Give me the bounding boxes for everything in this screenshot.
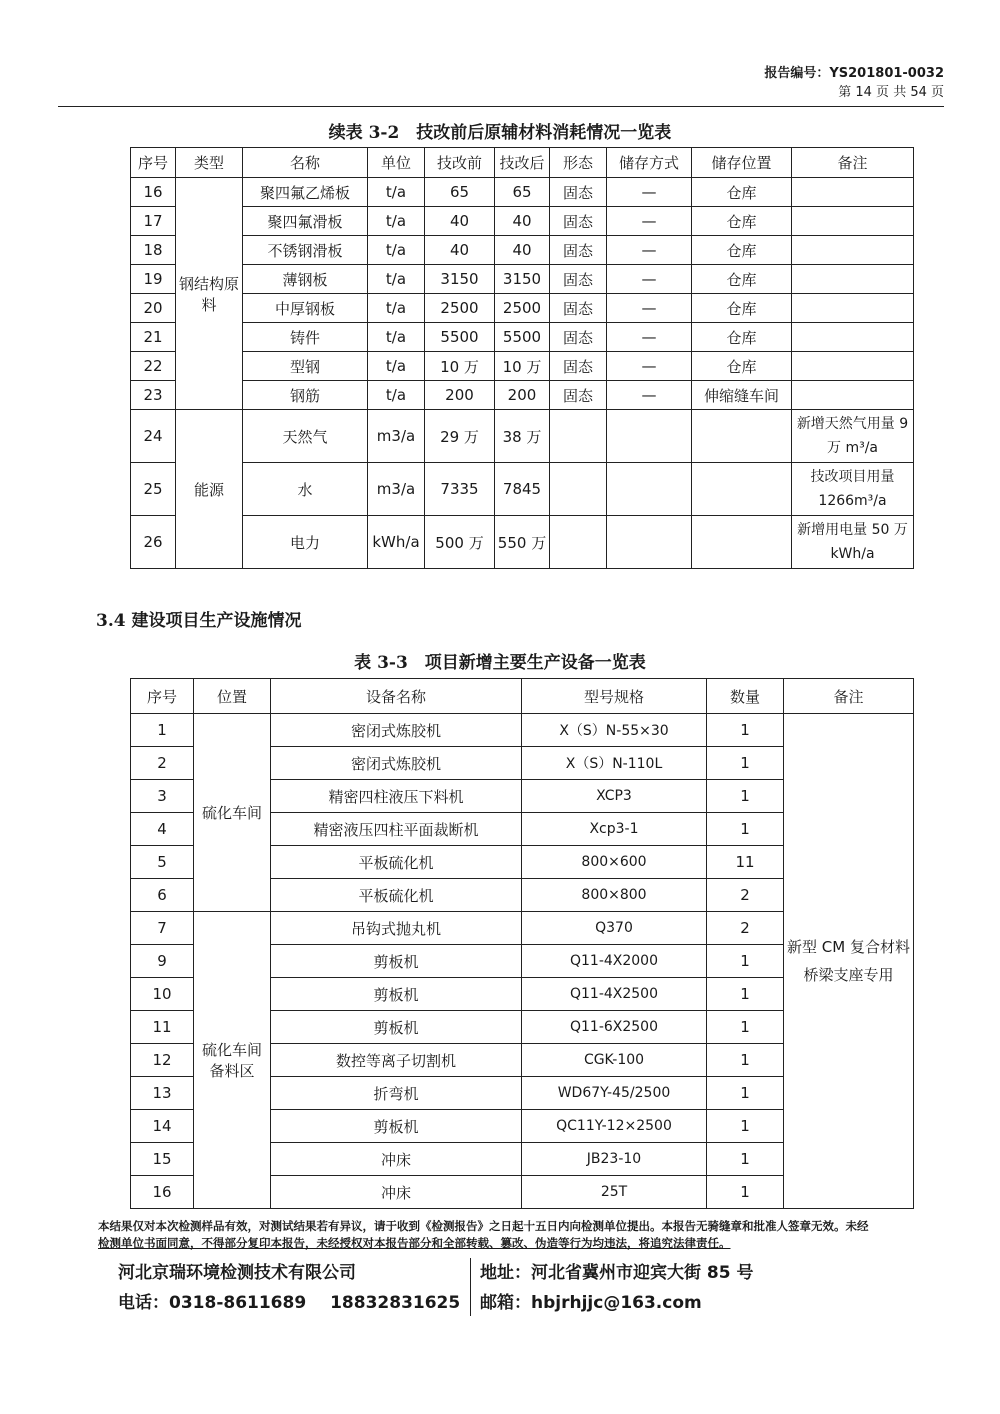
table-row (131, 410, 914, 463)
quantity: 2 (707, 912, 784, 945)
storage-cell (607, 410, 692, 463)
equipment-name: 剪板机 (271, 1110, 522, 1143)
after-value: 65 (495, 178, 550, 207)
before-value: 2500 (425, 294, 495, 323)
unit-cell: t/a (368, 294, 425, 323)
equipment-name: 密闭式炼胶机 (271, 747, 522, 780)
unit-cell: t/a (368, 323, 425, 352)
row-number: 18 (131, 236, 176, 265)
equipment-name: 精密液压四柱平面裁断机 (271, 813, 522, 846)
model-spec: 800×800 (522, 879, 707, 912)
before-value: 65 (425, 178, 495, 207)
table-row (131, 178, 914, 207)
quantity: 1 (707, 1110, 784, 1143)
disclaimer-line-2: 检测单位书面同意，不得部分复印本报告，未经授权对本报告部分和全部转载、篡改、伪造等行为均违法，将追究法律责任。 (98, 1236, 731, 1250)
row-number: 4 (131, 813, 194, 846)
type-cell: 钢结构原料 (176, 178, 243, 410)
before-value: 40 (425, 236, 495, 265)
col-header: 储存方式 (607, 148, 692, 178)
before-value: 3150 (425, 265, 495, 294)
after-value: 5500 (495, 323, 550, 352)
col-header: 位置 (194, 679, 271, 714)
equipment-name: 精密四柱液压下料机 (271, 780, 522, 813)
equipment-name: 密闭式炼胶机 (271, 714, 522, 747)
row-number: 11 (131, 1011, 194, 1044)
equipment-name: 折弯机 (271, 1077, 522, 1110)
storage-cell: — (607, 207, 692, 236)
equipment-name: 冲床 (271, 1176, 522, 1209)
note-cell (792, 265, 914, 294)
note-cell (792, 323, 914, 352)
phone-number: 电话：0318-8611689 (118, 1293, 307, 1313)
form-cell: 固态 (550, 323, 607, 352)
equipment-name: 剪板机 (271, 1011, 522, 1044)
row-number: 3 (131, 780, 194, 813)
storage-cell: — (607, 294, 692, 323)
material-name: 不锈钢滑板 (243, 236, 368, 265)
quantity: 1 (707, 1044, 784, 1077)
row-number: 16 (131, 1176, 194, 1209)
equipment-name: 剪板机 (271, 945, 522, 978)
location-cell: 伸缩缝车间 (692, 381, 792, 410)
col-header: 型号规格 (522, 679, 707, 714)
note-cell: 新型 CM 复合材料桥梁支座专用 (784, 714, 914, 1209)
quantity: 11 (707, 846, 784, 879)
form-cell: 固态 (550, 236, 607, 265)
table-row (131, 463, 914, 516)
quantity: 1 (707, 714, 784, 747)
type-cell: 能源 (176, 410, 243, 569)
note-cell (792, 294, 914, 323)
table-row (131, 236, 914, 265)
row-number: 19 (131, 265, 176, 294)
row-number: 15 (131, 1143, 194, 1176)
table1-header-row (131, 148, 914, 178)
unit-cell: t/a (368, 352, 425, 381)
note-cell (792, 178, 914, 207)
material-name: 聚四氟乙烯板 (243, 178, 368, 207)
row-number: 6 (131, 879, 194, 912)
header-rule (58, 106, 944, 107)
col-header: 数量 (707, 679, 784, 714)
model-spec: Xcp3-1 (522, 813, 707, 846)
unit-cell: m3/a (368, 410, 425, 463)
mobile-number: 18832831625 (330, 1293, 461, 1313)
location-cell: 仓库 (692, 207, 792, 236)
location-cell: 仓库 (692, 294, 792, 323)
table-row (131, 714, 914, 747)
row-number: 14 (131, 1110, 194, 1143)
before-value: 7335 (425, 463, 495, 516)
model-spec: 25T (522, 1176, 707, 1209)
table1-caption: 续表 3-2 技改前后原辅材料消耗情况一览表 (328, 123, 672, 143)
quantity: 1 (707, 780, 784, 813)
row-number: 22 (131, 352, 176, 381)
equipment-name: 数控等离子切割机 (271, 1044, 522, 1077)
row-number: 10 (131, 978, 194, 1011)
location-cell: 硫化车间备料区 (194, 912, 271, 1209)
location-cell: 仓库 (692, 323, 792, 352)
material-name: 钢筋 (243, 381, 368, 410)
table-row (131, 381, 914, 410)
quantity: 1 (707, 747, 784, 780)
footer-divider (470, 1258, 471, 1316)
note-cell: 新增用电量 50 万 kWh/a (792, 516, 914, 569)
location-cell (692, 410, 792, 463)
row-number: 2 (131, 747, 194, 780)
quantity: 1 (707, 945, 784, 978)
model-spec: Q370 (522, 912, 707, 945)
row-number: 17 (131, 207, 176, 236)
col-header: 备注 (784, 679, 914, 714)
col-header: 备注 (792, 148, 914, 178)
quantity: 1 (707, 1011, 784, 1044)
row-number: 13 (131, 1077, 194, 1110)
before-value: 500 万 (425, 516, 495, 569)
after-value: 3150 (495, 265, 550, 294)
row-number: 7 (131, 912, 194, 945)
storage-cell: — (607, 323, 692, 352)
equipment-name: 平板硫化机 (271, 879, 522, 912)
after-value: 38 万 (495, 410, 550, 463)
model-spec: X（S）N-110L (522, 747, 707, 780)
col-header: 名称 (243, 148, 368, 178)
equipment-name: 吊钩式抛丸机 (271, 912, 522, 945)
unit-cell: t/a (368, 207, 425, 236)
location-cell: 硫化车间 (194, 714, 271, 912)
table-row (131, 265, 914, 294)
model-spec: 800×600 (522, 846, 707, 879)
material-name: 中厚钢板 (243, 294, 368, 323)
material-name: 聚四氟滑板 (243, 207, 368, 236)
note-cell (792, 352, 914, 381)
form-cell: 固态 (550, 294, 607, 323)
row-number: 21 (131, 323, 176, 352)
quantity: 1 (707, 1143, 784, 1176)
material-name: 电力 (243, 516, 368, 569)
form-cell: 固态 (550, 352, 607, 381)
after-value: 40 (495, 236, 550, 265)
before-value: 200 (425, 381, 495, 410)
storage-cell: — (607, 178, 692, 207)
report-number: 报告编号：YS201801-0032 (764, 66, 944, 81)
material-name: 铸件 (243, 323, 368, 352)
model-spec: WD67Y-45/2500 (522, 1077, 707, 1110)
material-name: 薄钢板 (243, 265, 368, 294)
row-number: 25 (131, 463, 176, 516)
location-cell (692, 463, 792, 516)
after-value: 7845 (495, 463, 550, 516)
col-header: 技改后 (495, 148, 550, 178)
row-number: 5 (131, 846, 194, 879)
material-name: 水 (243, 463, 368, 516)
table2-caption: 表 3-3 项目新增主要生产设备一览表 (354, 653, 646, 673)
model-spec: QC11Y-12×2500 (522, 1110, 707, 1143)
model-spec: Q11-6X2500 (522, 1011, 707, 1044)
company-name: 河北京瑞环境检测技术有限公司 (118, 1263, 356, 1283)
row-number: 1 (131, 714, 194, 747)
disclaimer (98, 1218, 940, 1252)
table2-header-row (131, 679, 914, 714)
quantity: 1 (707, 1176, 784, 1209)
model-spec: JB23-10 (522, 1143, 707, 1176)
footer-left (118, 1258, 478, 1318)
model-spec: Q11-4X2500 (522, 978, 707, 1011)
after-value: 550 万 (495, 516, 550, 569)
storage-cell: — (607, 265, 692, 294)
location-cell: 仓库 (692, 265, 792, 294)
col-header: 序号 (131, 679, 194, 714)
section-heading: 3.4 建设项目生产设施情况 (96, 611, 302, 631)
storage-cell (607, 463, 692, 516)
form-cell: 固态 (550, 265, 607, 294)
location-cell: 仓库 (692, 178, 792, 207)
quantity: 1 (707, 813, 784, 846)
col-header: 形态 (550, 148, 607, 178)
row-number: 20 (131, 294, 176, 323)
address: 地址：河北省冀州市迎宾大街 85 号 (480, 1263, 754, 1283)
disclaimer-line-1: 本结果仅对本次检测样品有效，对测试结果若有异议，请于收到《检测报告》之日起十五日内向检测单位提出。本报告无骑缝章和批准人签章无效。未经 (98, 1219, 869, 1233)
table-row (131, 516, 914, 569)
location-cell: 仓库 (692, 236, 792, 265)
equipment-name: 剪板机 (271, 978, 522, 1011)
col-header: 技改前 (425, 148, 495, 178)
before-value: 40 (425, 207, 495, 236)
material-name: 型钢 (243, 352, 368, 381)
equipment-name: 冲床 (271, 1143, 522, 1176)
quantity: 1 (707, 978, 784, 1011)
form-cell: 固态 (550, 178, 607, 207)
phone-line (118, 1288, 478, 1318)
note-cell (792, 207, 914, 236)
storage-cell: — (607, 352, 692, 381)
before-value: 5500 (425, 323, 495, 352)
after-value: 2500 (495, 294, 550, 323)
form-cell (550, 516, 607, 569)
storage-cell: — (607, 236, 692, 265)
table-row (131, 207, 914, 236)
form-cell (550, 463, 607, 516)
email: 邮箱：hbjrhjjc@163.com (480, 1293, 702, 1313)
row-number: 26 (131, 516, 176, 569)
row-number: 23 (131, 381, 176, 410)
material-name: 天然气 (243, 410, 368, 463)
row-number: 16 (131, 178, 176, 207)
row-number: 24 (131, 410, 176, 463)
col-header: 类型 (176, 148, 243, 178)
equipment-name: 平板硫化机 (271, 846, 522, 879)
location-cell (692, 516, 792, 569)
unit-cell: t/a (368, 381, 425, 410)
model-spec: XCP3 (522, 780, 707, 813)
model-spec: X（S）N-55×30 (522, 714, 707, 747)
unit-cell: t/a (368, 178, 425, 207)
note-cell (792, 381, 914, 410)
unit-cell: kWh/a (368, 516, 425, 569)
after-value: 40 (495, 207, 550, 236)
after-value: 10 万 (495, 352, 550, 381)
storage-cell (607, 516, 692, 569)
equipment-table (130, 678, 914, 1209)
quantity: 1 (707, 1077, 784, 1110)
note-cell (792, 236, 914, 265)
row-number: 12 (131, 1044, 194, 1077)
unit-cell: t/a (368, 236, 425, 265)
page-info: 第 14 页 共 54 页 (838, 85, 944, 100)
table-row (131, 352, 914, 381)
table-row (131, 294, 914, 323)
after-value: 200 (495, 381, 550, 410)
form-cell: 固态 (550, 381, 607, 410)
col-header: 单位 (368, 148, 425, 178)
model-spec: Q11-4X2000 (522, 945, 707, 978)
storage-cell: — (607, 381, 692, 410)
model-spec: CGK-100 (522, 1044, 707, 1077)
before-value: 29 万 (425, 410, 495, 463)
location-cell: 仓库 (692, 352, 792, 381)
before-value: 10 万 (425, 352, 495, 381)
footer-right (480, 1258, 754, 1318)
table-row (131, 323, 914, 352)
form-cell: 固态 (550, 207, 607, 236)
quantity: 2 (707, 879, 784, 912)
col-header: 储存位置 (692, 148, 792, 178)
unit-cell: m3/a (368, 463, 425, 516)
row-number: 9 (131, 945, 194, 978)
note-cell: 新增天然气用量 9 万 m³/a (792, 410, 914, 463)
unit-cell: t/a (368, 265, 425, 294)
col-header: 设备名称 (271, 679, 522, 714)
note-cell: 技改项目用量 1266m³/a (792, 463, 914, 516)
form-cell (550, 410, 607, 463)
col-header: 序号 (131, 148, 176, 178)
materials-table (130, 147, 914, 569)
report-meta (764, 64, 944, 102)
